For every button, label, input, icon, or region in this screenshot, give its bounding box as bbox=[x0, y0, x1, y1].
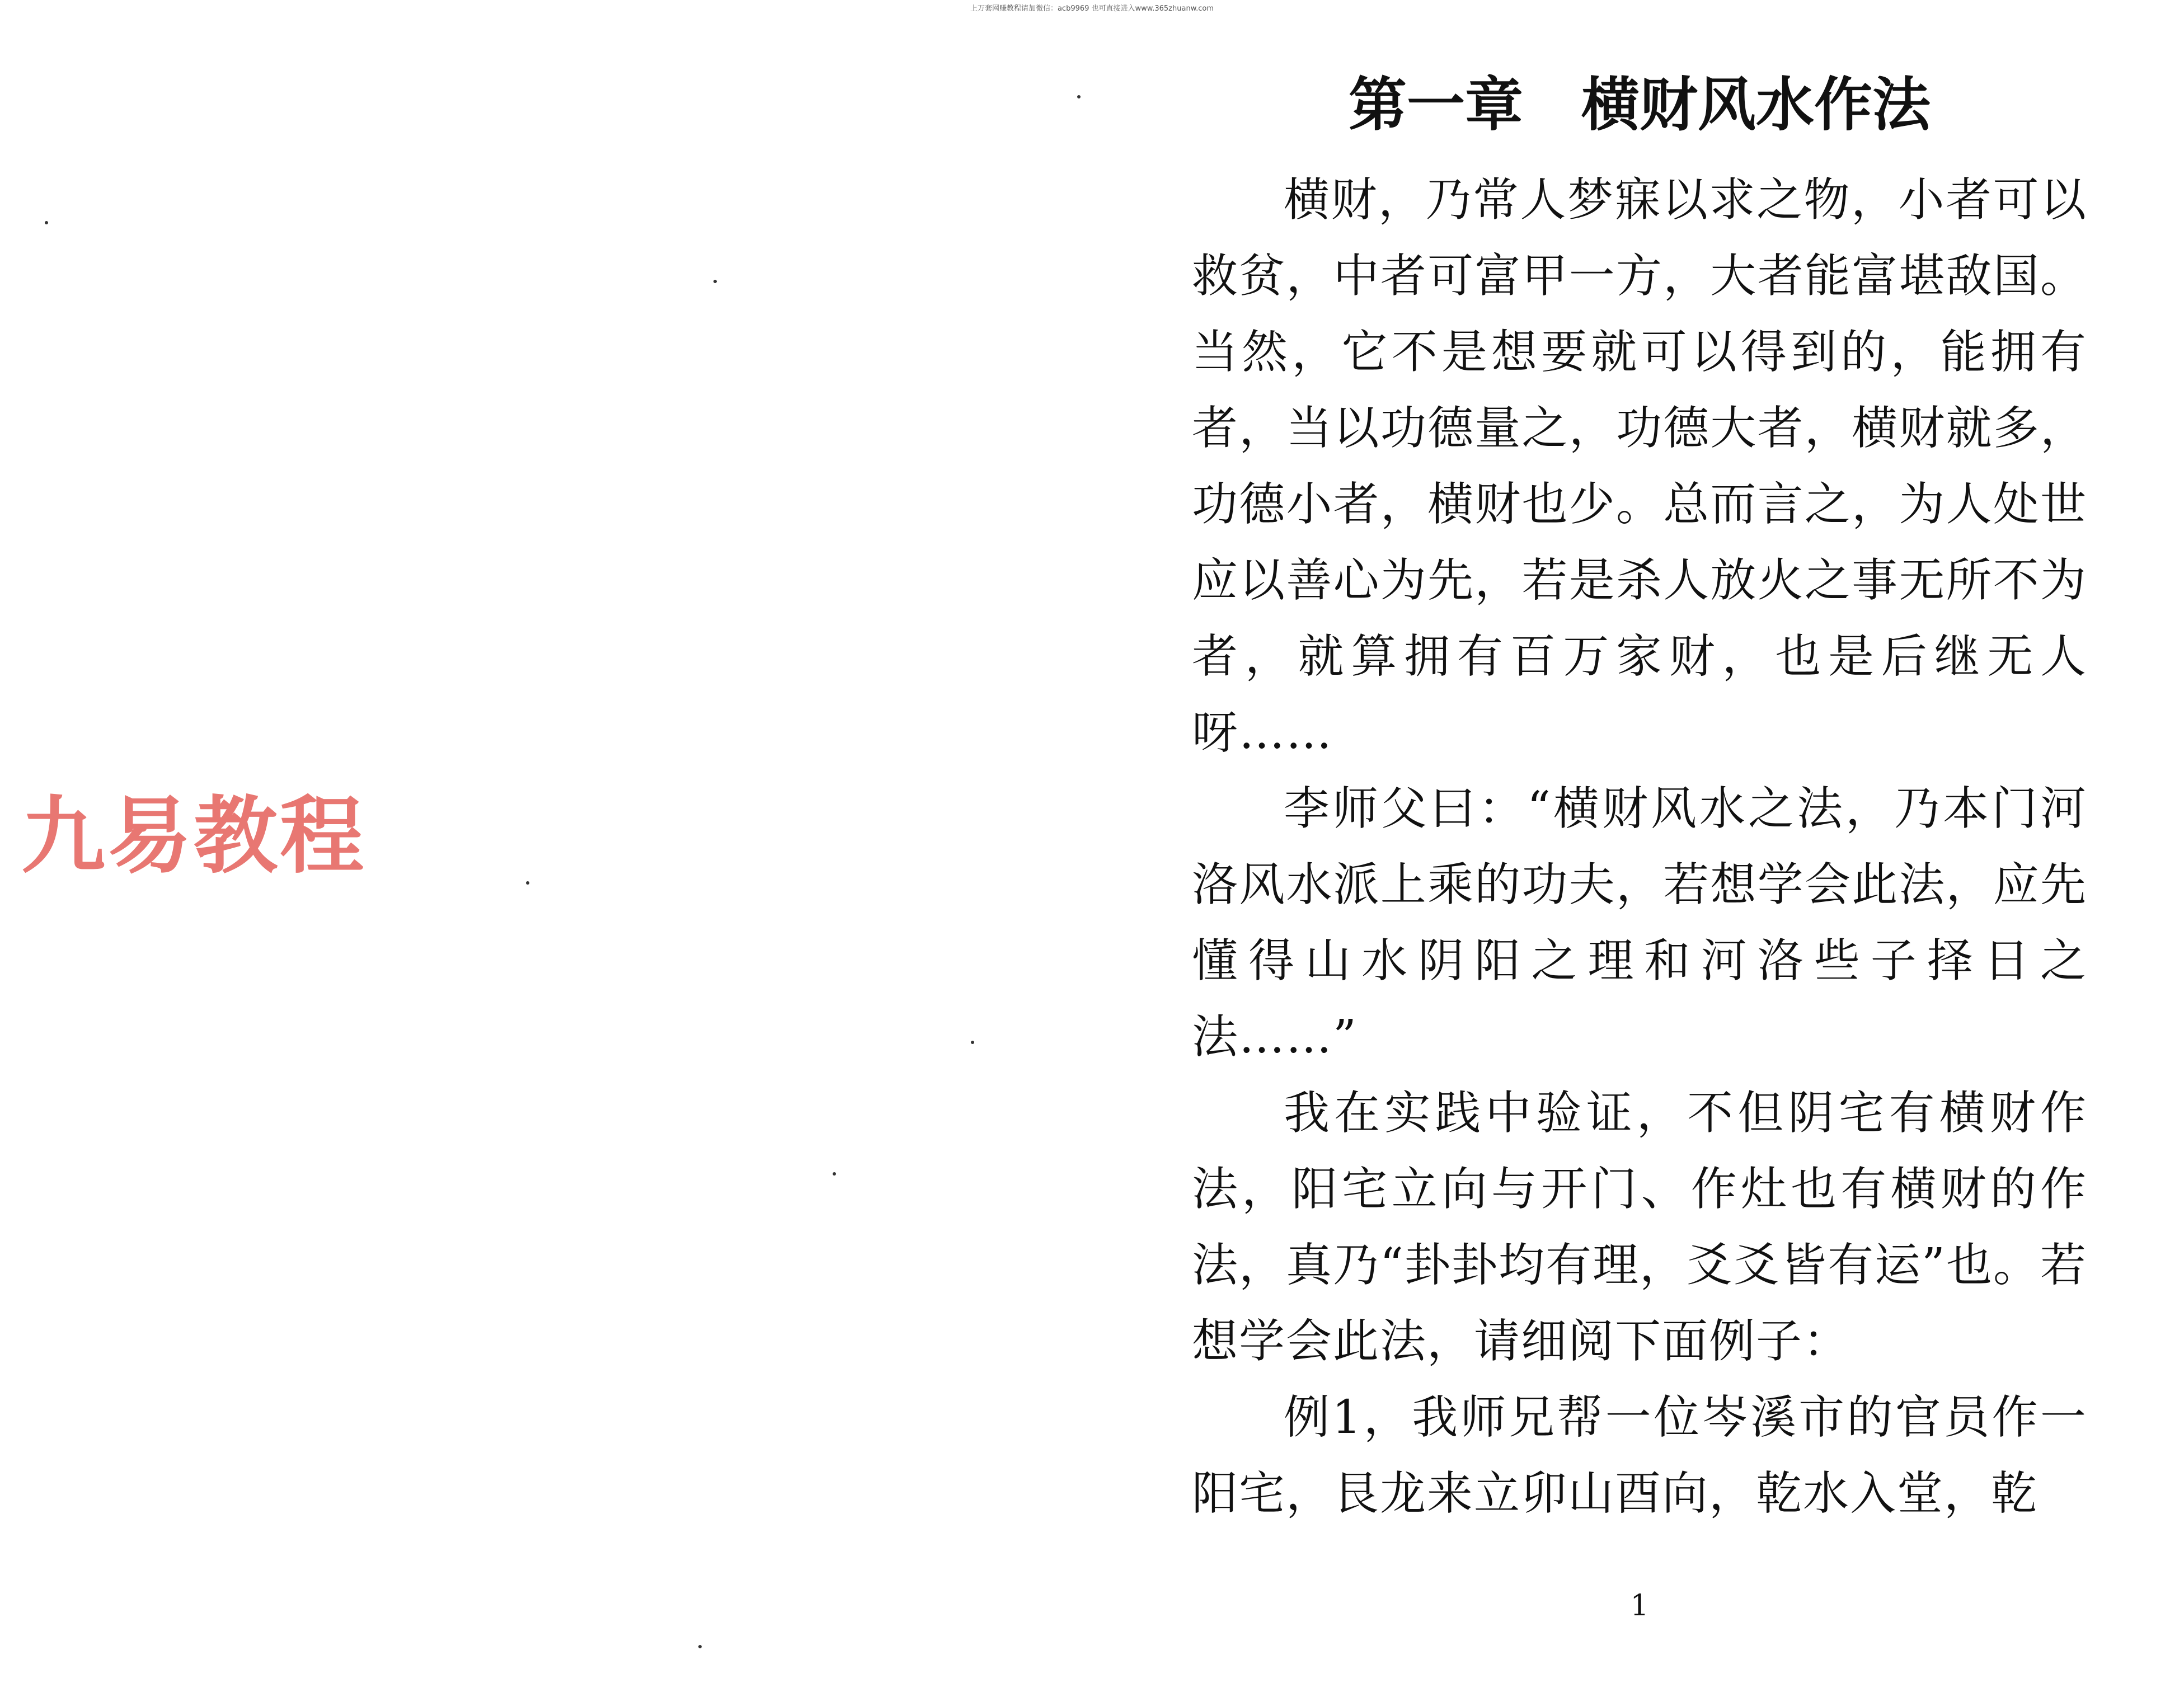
right-page bbox=[1192, 0, 2087, 1683]
paragraph: 我在实践中验证，不但阴宅有横财作法，阳宅立向与开门、作灶也有横财的作法，真乃“卦卦均有理，爻爻皆有运”也。若想学会此法，请细阅下面例子： bbox=[1192, 1087, 2087, 1368]
scan-speck bbox=[698, 1645, 702, 1648]
scan-speck bbox=[526, 881, 529, 885]
page-number: 1 bbox=[1630, 1589, 1649, 1623]
scan-speck bbox=[1077, 95, 1081, 98]
scan-speck bbox=[713, 280, 717, 283]
watermark-logo: 九易教程 bbox=[21, 788, 367, 885]
scan-speck bbox=[971, 1041, 974, 1044]
scan-speck bbox=[45, 221, 48, 224]
body-text bbox=[1192, 162, 2087, 1532]
top-note: 上万套网赚教程请加微信：acb9969 也可直接进入www.365zhuanw.com bbox=[970, 4, 1214, 13]
paragraph: 例1，我师兄帮一位岑溪市的官员作一阳宅，艮龙来立卯山酉向，乾水入堂，乾 bbox=[1192, 1391, 2087, 1520]
paragraph: 横财，乃常人梦寐以求之物，小者可以救贫，中者可富甲一方，大者能富堪敌国。当然，它不是想要就可以得到的，能拥有者，当以功德量之，功德大者，横财就多，功德小者，横财也少。总而言之，为人处世应以善心为先，若是杀人放火之事无所不为者，就算拥有百万家财，也是后继无人呀…… bbox=[1192, 173, 2087, 759]
chapter-title: 第一章 横财风水作法 bbox=[1348, 70, 1931, 139]
scan-speck bbox=[833, 1172, 836, 1176]
paragraph: 李师父曰：“横财风水之法，乃本门河洛风水派上乘的功夫，若想学会此法，应先懂得山水阴阳之理和河洛些子择日之法……” bbox=[1192, 782, 2087, 1064]
